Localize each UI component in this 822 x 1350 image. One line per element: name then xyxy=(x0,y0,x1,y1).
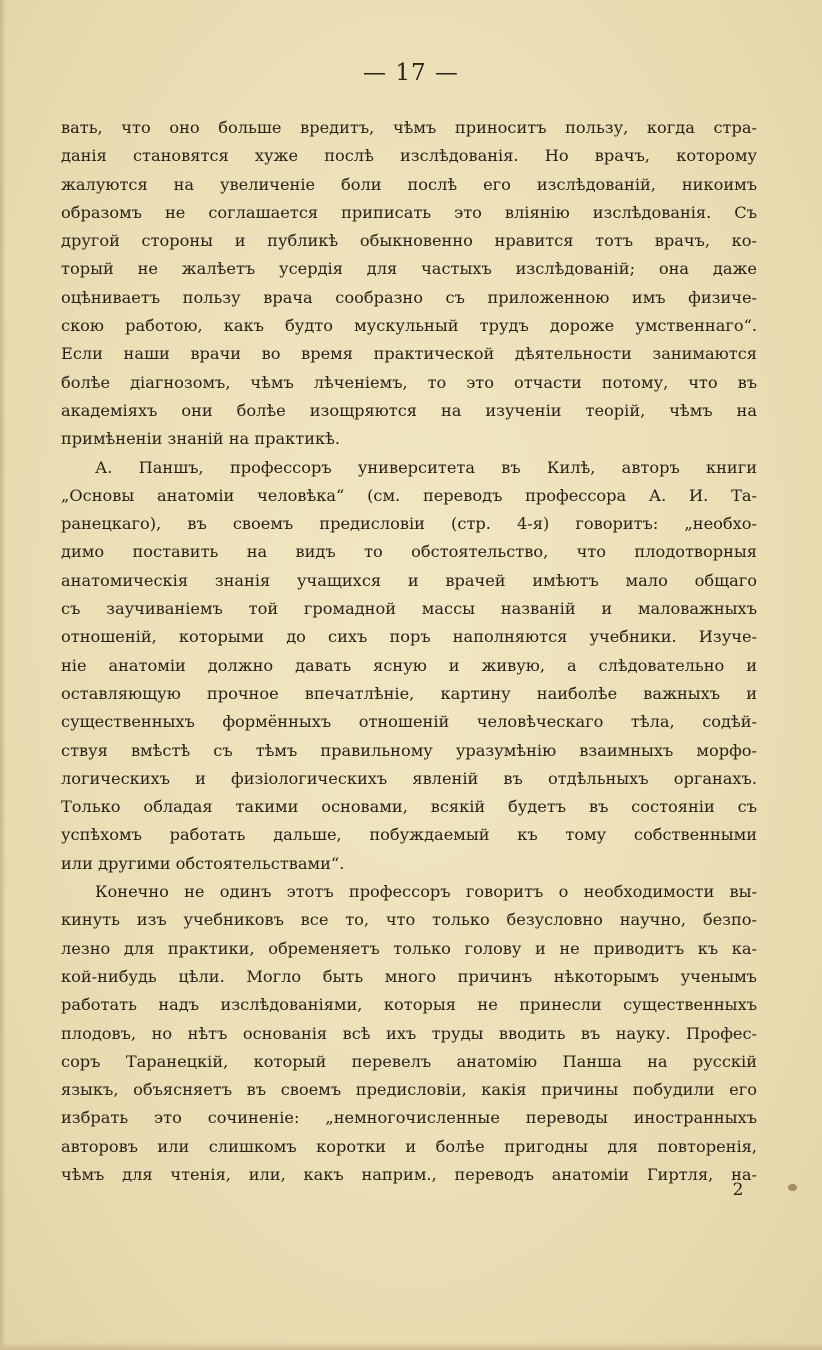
text-line: плодовъ, но нѣтъ основанія всѣ ихъ труды вводить въ науку. Профес- xyxy=(61,1023,757,1043)
text-line: соръ Таранецкій, который перевелъ анатомію Панша на русскій xyxy=(61,1051,757,1071)
text-line: вать, что оно больше вредитъ, чѣмъ приноситъ пользу, когда стра- xyxy=(61,118,757,137)
text-line: „Основы анатоміи человѣка“ (см. переводъ профессора А. И. Та- xyxy=(61,485,757,505)
text-line: съ заучиваніемъ той громадной массы названій и маловажныхъ xyxy=(61,599,757,619)
text-line: оцѣниваетъ пользу врача сообразно съ приложенною имъ физиче- xyxy=(61,287,757,307)
text-line: отношеній, которыми до сихъ поръ наполняются учебники. Изуче- xyxy=(61,627,757,647)
body-text xyxy=(61,114,757,1189)
text-line: академіяхъ они болѣе изощряются на изученіи теорій, чѣмъ на xyxy=(61,400,757,420)
text-line: болѣе діагнозомъ, чѣмъ лѣченіемъ, то это отчасти потому, что въ xyxy=(61,372,757,392)
text-line: кой-нибудь цѣли. Могло быть много причинъ нѣкоторымъ ученымъ xyxy=(61,966,757,986)
text-line: Только обладая такими основами, всякій будетъ въ состояніи съ xyxy=(61,797,757,817)
text-line: скою работою, какъ будто мускульный трудъ дороже умственнаго“. xyxy=(61,316,757,336)
text-line: торый не жалѣетъ усердія для частыхъ изслѣдованій; она даже xyxy=(61,259,757,279)
paragraph-2 xyxy=(61,454,757,878)
text-line: ніе анатоміи должно давать ясную и живую, а слѣдовательно и xyxy=(61,655,757,675)
text-line: данія становятся хуже послѣ изслѣдованія. Но врачъ, которому xyxy=(61,146,757,166)
text-line: работать надъ изслѣдованіями, которыя не принесли существенныхъ xyxy=(61,995,757,1015)
text-line: ранецкаго), въ своемъ предисловіи (стр. 4-я) говоритъ: „необхо- xyxy=(61,514,757,534)
text-line: кинуть изъ учебниковъ все то, что только безусловно научно, безпо- xyxy=(61,910,757,930)
text-line: или другими обстоятельствами“. xyxy=(61,853,345,873)
text-line: димо поставить на видъ то обстоятельство, что плодотворныя xyxy=(61,542,757,562)
text-line: успѣхомъ работать дальше, побуждаемый къ тому собственными xyxy=(61,825,757,845)
text-line: примѣненіи знаній на практикѣ. xyxy=(61,429,341,449)
page-left-shadow xyxy=(0,0,6,1350)
text-line: логическихъ и физіологическихъ явленій въ отдѣльныхъ органахъ. xyxy=(61,768,757,788)
text-line: жалуются на увеличеніе боли послѣ его изслѣдованій, никоимъ xyxy=(61,174,757,194)
text-line: Если наши врачи во время практической дѣятельности занимаются xyxy=(61,344,757,364)
signature-mark: 2 xyxy=(732,1180,744,1200)
text-line: А. Паншъ, профессоръ университета въ Килѣ, авторъ книги xyxy=(95,457,757,477)
text-line: оставляющую прочное впечатлѣніе, картину наиболѣе важныхъ и xyxy=(61,683,757,703)
text-line: лезно для практики, обременяетъ только голову и не приводитъ къ ка- xyxy=(61,938,757,958)
text-line: образомъ не соглашается приписать это вліянію изслѣдованія. Съ xyxy=(61,202,757,222)
text-line: чѣмъ для чтенія, или, какъ наприм., переводъ анатоміи Гиртля, на- xyxy=(61,1164,757,1184)
text-line: анатомическія знанія учащихся и врачей имѣютъ мало общаго xyxy=(61,570,757,590)
text-line: существенныхъ формённыхъ отношеній человѣческаго тѣла, содѣй- xyxy=(61,712,757,732)
text-line: ствуя вмѣстѣ съ тѣмъ правильному уразумѣнію взаимныхъ морфо- xyxy=(61,740,757,760)
text-line: языкъ, объясняетъ въ своемъ предисловіи, какія причины побудили его xyxy=(61,1080,757,1100)
page-number: — 17 — xyxy=(363,60,459,86)
text-line: другой стороны и публикѣ обыкновенно нравится тотъ врачъ, ко- xyxy=(61,231,757,251)
paragraph-1 xyxy=(61,114,757,454)
text-line: Конечно не одинъ этотъ профессоръ говоритъ о необходимости вы- xyxy=(95,882,757,902)
text-line: авторовъ или слишкомъ коротки и болѣе пригодны для повторенія, xyxy=(61,1136,757,1156)
paragraph-3 xyxy=(61,878,757,1189)
ink-stain xyxy=(788,1184,797,1191)
page-bottom-shadow xyxy=(0,1342,822,1350)
text-line: избрать это сочиненіе: „немногочисленные переводы иностранныхъ xyxy=(61,1108,757,1128)
